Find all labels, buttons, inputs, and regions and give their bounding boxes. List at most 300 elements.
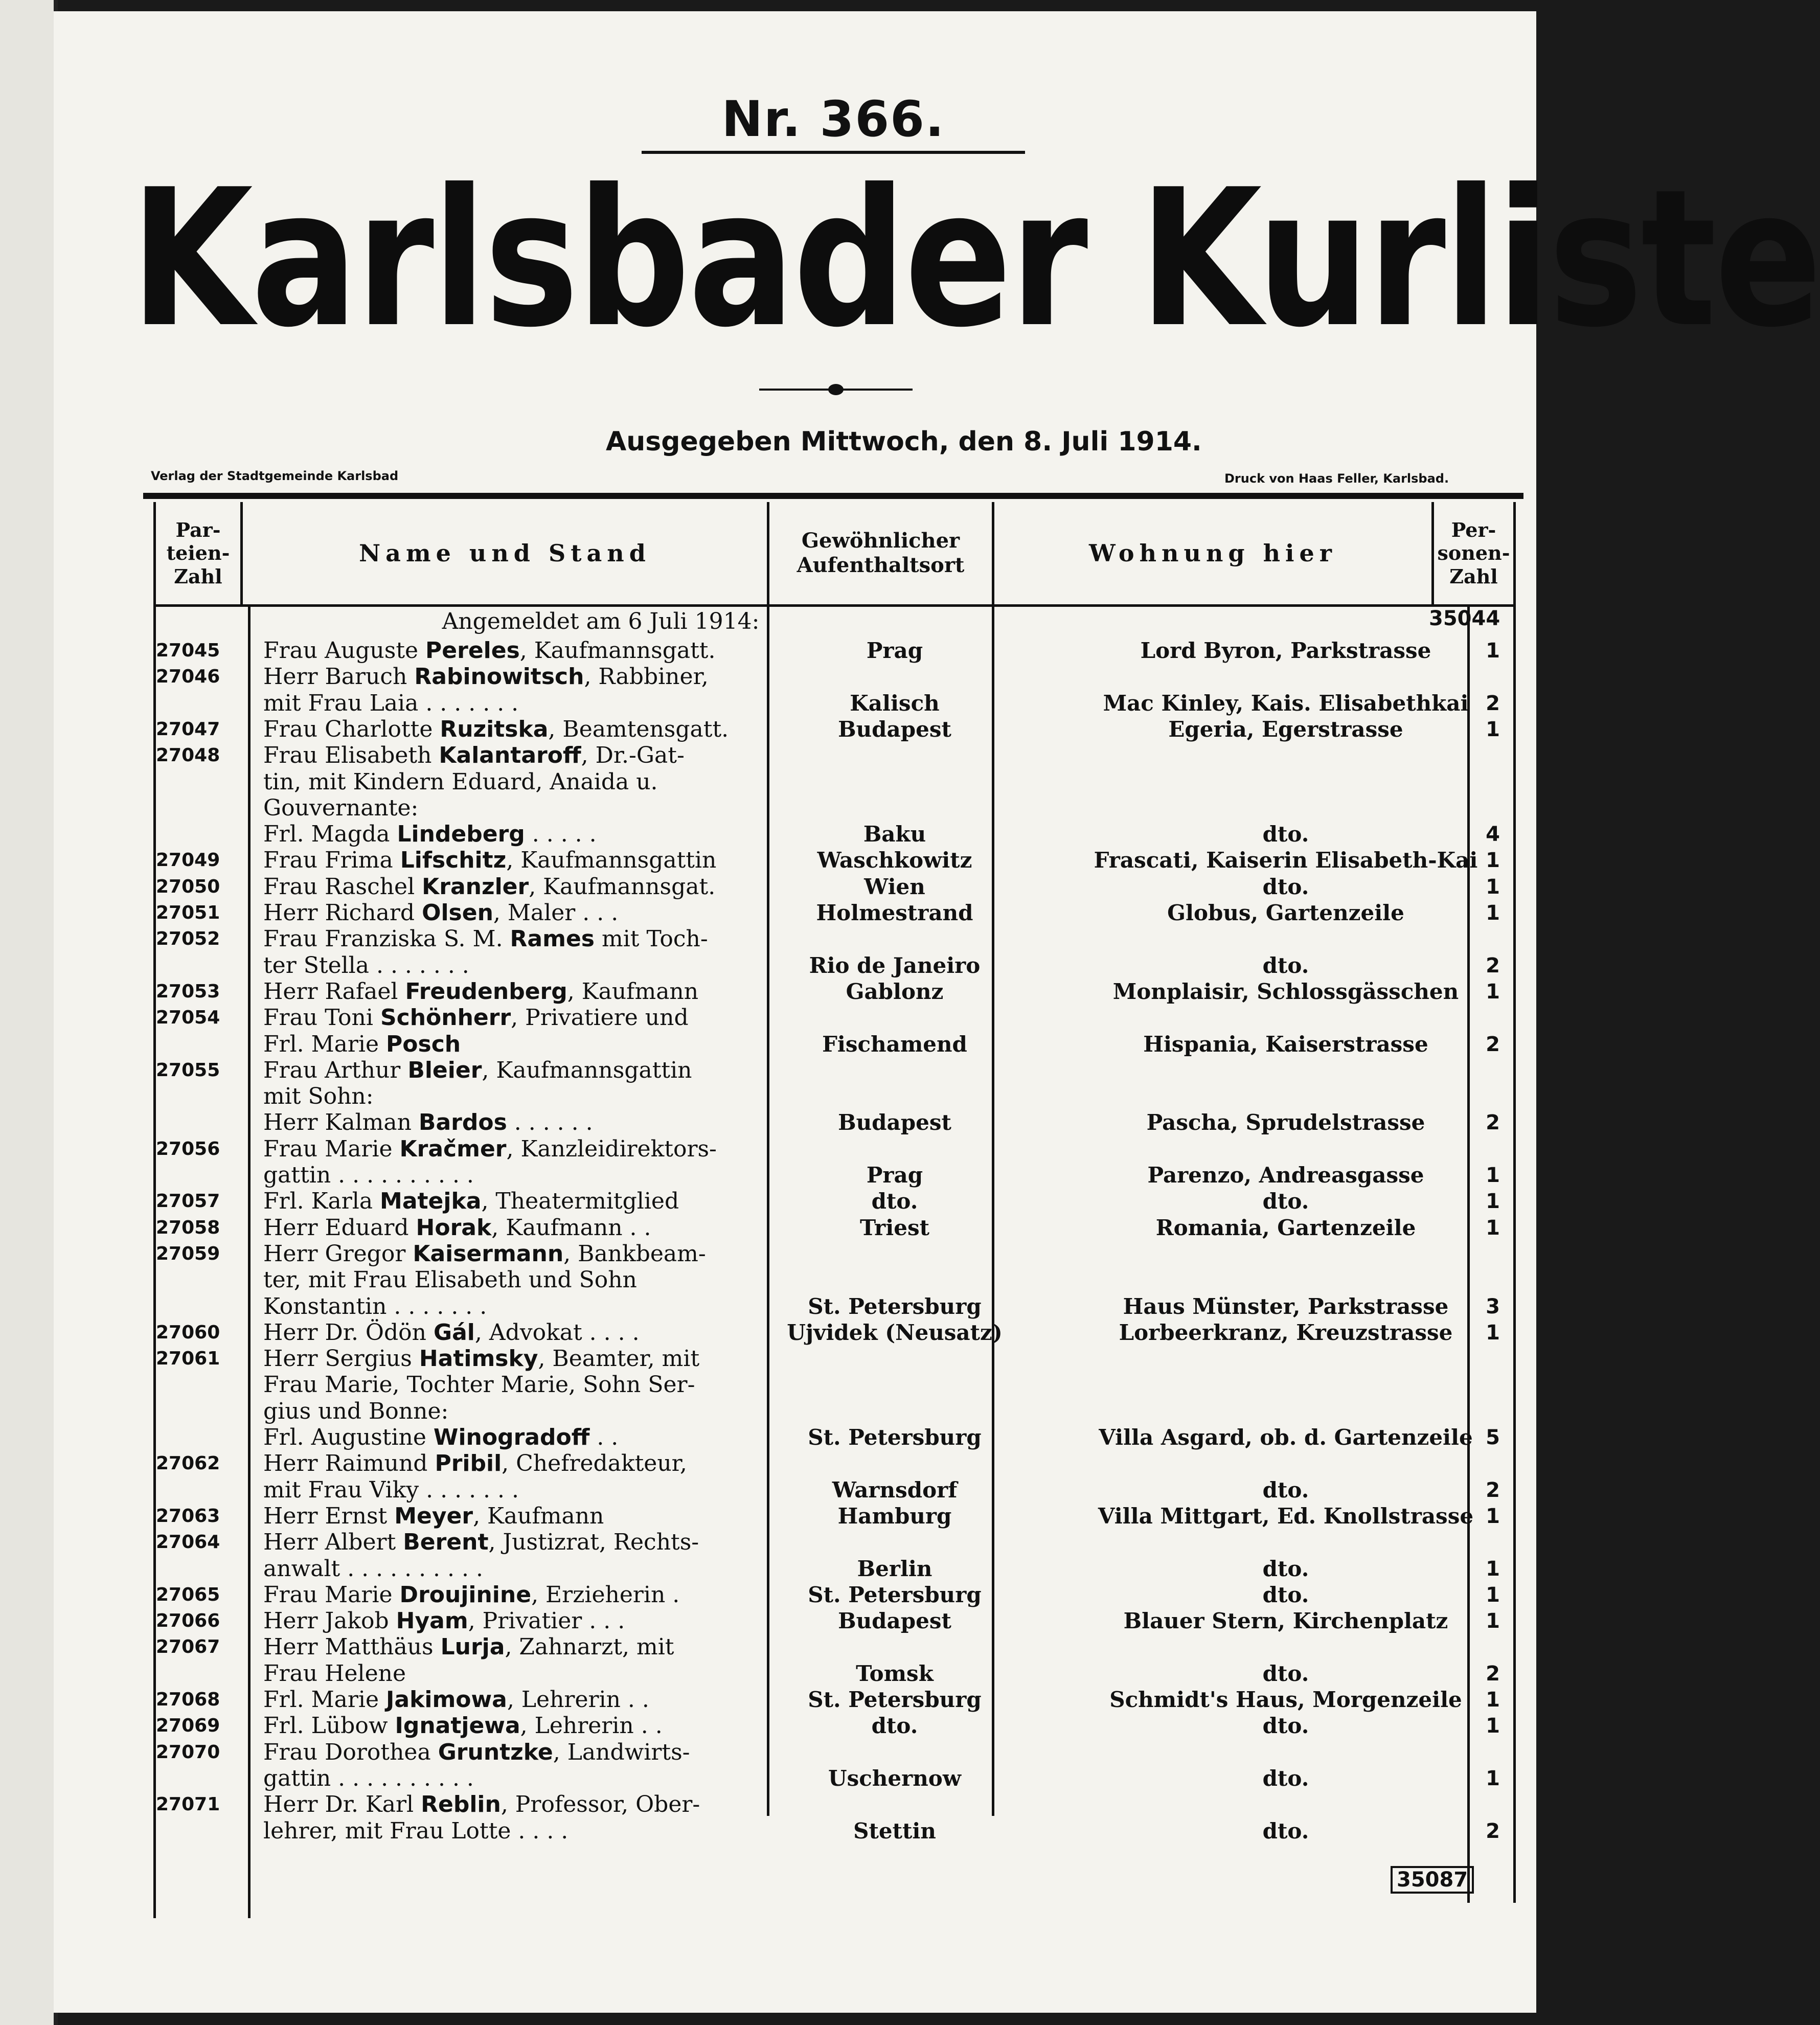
name-and-status (263, 1791, 849, 1818)
surname: Rames (510, 926, 595, 952)
usual-residence: Uschernow (828, 1765, 961, 1791)
name-and-status (263, 821, 849, 848)
table-row (153, 1241, 1516, 1267)
party-number: 27066 (156, 1610, 220, 1632)
name-and-status (263, 1608, 849, 1634)
party-number: 27054 (156, 1007, 220, 1029)
name-text: , Kaufmannsgat. (529, 873, 716, 900)
surname: Pereles (425, 638, 520, 664)
surname: Droujinine (399, 1581, 532, 1608)
name-text: , Privatiere und (511, 1005, 689, 1031)
party-number: 27063 (156, 1505, 220, 1527)
name-text: , Kaufmann (473, 1503, 604, 1529)
lodging: dto. (1262, 1189, 1309, 1214)
name-text: Herr Dr. Karl (263, 1791, 421, 1818)
name-and-status (263, 847, 849, 874)
name-text: , Dr.-Gat- (581, 742, 685, 769)
surname: Lifschitz (400, 847, 507, 874)
table-row (153, 1660, 1516, 1687)
name-text: Konstantin . . . . . . . (263, 1293, 487, 1319)
table-row (153, 1739, 1516, 1766)
party-number: 27070 (156, 1741, 220, 1763)
issue-date-line: Ausgegeben Mittwoch, den 8. Juli 1914. (606, 426, 1202, 457)
party-number: 27061 (156, 1348, 220, 1370)
header-usual-residence: Gewöhnlicher Aufenthaltsort (797, 529, 965, 577)
usual-residence: Rio de Janeiro (809, 952, 981, 978)
person-count: 2 (1486, 1032, 1500, 1056)
adjacent-page-edge (0, 0, 58, 2025)
name-and-status (263, 795, 849, 822)
name-and-status (263, 1529, 849, 1556)
name-and-status (263, 1267, 849, 1293)
carried-total: 35044 (1429, 607, 1500, 630)
name-and-status (263, 900, 849, 926)
surname: Meyer (394, 1503, 473, 1529)
usual-residence: St. Petersburg (808, 1425, 982, 1450)
name-text: , Landwirts- (553, 1739, 690, 1765)
surname: Kračmer (399, 1135, 507, 1162)
lodging: dto. (1262, 1477, 1309, 1503)
usual-residence: Budapest (838, 1110, 951, 1135)
surname: Ruzitska (440, 716, 549, 742)
name-and-status (263, 742, 849, 769)
name-text: mit Frau Laia . . . . . . . (263, 690, 519, 716)
name-and-status (263, 1031, 849, 1058)
table-row (153, 742, 1516, 769)
name-text: , Theatermitglied (481, 1188, 679, 1215)
name-text: . . . . . . (507, 1109, 593, 1136)
usual-residence: Budapest (838, 716, 951, 742)
table-row (153, 1791, 1516, 1818)
party-number: 27056 (156, 1138, 220, 1159)
name-text: Herr Gregor (263, 1240, 413, 1267)
name-text: ter Stella . . . . . . . (263, 952, 469, 979)
name-and-status (263, 979, 849, 1005)
lodging: Lorbeerkranz, Kreuzstrasse (1119, 1319, 1453, 1345)
person-count: 1 (1486, 1504, 1500, 1528)
name-and-status (263, 1687, 849, 1713)
usual-residence: dto. (871, 1713, 918, 1739)
usual-residence: Prag (866, 1163, 923, 1188)
person-count: 1 (1486, 875, 1500, 899)
usual-residence: St. Petersburg (808, 1293, 982, 1319)
name-text: , Professor, Ober- (500, 1791, 700, 1818)
usual-residence: Berlin (857, 1556, 932, 1581)
name-and-status (263, 952, 849, 979)
lodging: Schmidt's Haus, Morgenzeile (1109, 1687, 1462, 1712)
name-text: Frau Auguste (263, 638, 426, 664)
table-row (153, 1765, 1516, 1792)
usual-residence: Fischamend (822, 1031, 967, 1057)
name-and-status (263, 1503, 849, 1530)
name-and-status (263, 874, 849, 900)
party-number: 27057 (156, 1191, 220, 1212)
name-text: Frau Marie, Tochter Marie, Sohn Ser- (263, 1372, 695, 1398)
name-text: gius und Bonne: (263, 1398, 449, 1424)
table-row (153, 979, 1516, 1005)
party-number: 27059 (156, 1243, 220, 1264)
surname: Olsen (422, 900, 493, 926)
table-row (153, 1162, 1516, 1189)
table-row (153, 1136, 1516, 1163)
lodging: dto. (1262, 1582, 1309, 1607)
surname: Lurja (440, 1634, 505, 1660)
usual-residence: Budapest (838, 1608, 951, 1634)
table-row (153, 1398, 1516, 1425)
name-text: , Beamter, mit (538, 1346, 700, 1372)
person-count: 1 (1486, 1190, 1500, 1214)
usual-residence: Holmestrand (816, 900, 973, 925)
person-count: 1 (1486, 849, 1500, 873)
name-text: , Lehrerin . . (520, 1713, 663, 1739)
table-row (153, 1556, 1516, 1582)
table-row (153, 638, 1516, 664)
table-row (153, 1057, 1516, 1084)
name-and-status (263, 690, 849, 717)
party-number: 27049 (156, 850, 220, 871)
name-and-status (263, 1188, 849, 1215)
name-text: , Privatier . . . (468, 1608, 625, 1634)
name-text: Frau Frima (263, 847, 400, 874)
usual-residence: Stettin (853, 1818, 936, 1844)
name-text: . . (589, 1424, 619, 1450)
table-row (153, 1372, 1516, 1398)
name-text: Frau Marie (263, 1135, 400, 1162)
name-and-status (263, 1556, 849, 1582)
name-and-status (263, 1083, 849, 1110)
name-text: , Zahnarzt, mit (505, 1634, 674, 1660)
table-row (153, 821, 1516, 848)
usual-residence: St. Petersburg (808, 1582, 982, 1607)
name-and-status (263, 1005, 849, 1031)
name-text: Herr Kalman (263, 1109, 419, 1136)
name-text: Frau Dorothea (263, 1739, 438, 1765)
name-and-status (263, 769, 849, 795)
surname: Kalantaroff (439, 742, 581, 769)
ornament-divider (759, 389, 913, 391)
name-and-status (263, 1215, 849, 1241)
table-row (153, 1083, 1516, 1110)
name-text: Frau Raschel (263, 873, 422, 900)
table-row (153, 952, 1516, 979)
name-text: Herr Baruch (263, 664, 415, 690)
name-text: tin, mit Kindern Eduard, Anaida u. (263, 768, 658, 795)
name-text: Frau Elisabeth (263, 742, 439, 769)
lodging: Monplaisir, Schlossgässchen (1112, 979, 1459, 1004)
surname: Kranzler (422, 873, 529, 900)
name-text: , Bankbeam- (563, 1240, 706, 1267)
name-text: Frau Helene (263, 1660, 406, 1687)
person-count: 1 (1486, 980, 1500, 1004)
issue-number: Nr. 366. (642, 90, 1025, 154)
name-and-status (263, 1346, 849, 1372)
usual-residence: Prag (866, 638, 923, 663)
name-and-status (263, 664, 849, 690)
table-row (153, 664, 1516, 690)
table-row (153, 1267, 1516, 1293)
table-row (153, 1582, 1516, 1608)
name-text: Herr Jakob (263, 1608, 396, 1634)
surname: Gruntzke (438, 1739, 553, 1765)
person-count: 1 (1486, 1216, 1500, 1240)
table-row (153, 1319, 1516, 1346)
name-text: , Lehrerin . . (507, 1687, 649, 1713)
name-text: mit Sohn: (263, 1083, 374, 1110)
name-text: gattin . . . . . . . . . . (263, 1162, 474, 1188)
table-row (153, 1634, 1516, 1660)
surname: Matejka (380, 1188, 482, 1215)
person-count: 2 (1486, 691, 1500, 715)
name-text: , Kaufmannsgatt. (519, 638, 716, 664)
surname: Posch (386, 1031, 461, 1057)
usual-residence: Hamburg (837, 1503, 952, 1529)
party-number: 27051 (156, 902, 220, 923)
lodging: dto. (1262, 822, 1309, 847)
person-count: 1 (1486, 1714, 1500, 1738)
party-number: 27062 (156, 1453, 220, 1474)
usual-residence: Kalisch (850, 690, 940, 716)
usual-residence: Tomsk (856, 1660, 934, 1686)
table-row (153, 1529, 1516, 1556)
final-total: 35087 (1391, 1866, 1474, 1894)
name-and-status (263, 1424, 849, 1451)
table-row (153, 1424, 1516, 1451)
party-number: 27052 (156, 928, 220, 950)
person-count: 1 (1486, 1321, 1500, 1345)
person-count: 4 (1486, 823, 1500, 847)
person-count: 1 (1486, 639, 1500, 663)
name-text: Herr Matthäus (263, 1634, 441, 1660)
table-row (153, 847, 1516, 874)
usual-residence: dto. (871, 1189, 918, 1214)
name-text: , Kaufmannsgattin (506, 847, 717, 874)
table-row (153, 716, 1516, 743)
name-and-status (263, 1057, 849, 1084)
name-text: Herr Rafael (263, 978, 405, 1005)
surname: Ignatjewa (395, 1713, 520, 1739)
lodging: dto. (1262, 1660, 1309, 1686)
name-and-status (263, 1765, 849, 1792)
name-text: Frl. Augustine (263, 1424, 434, 1450)
surname: Hyam (396, 1608, 468, 1634)
name-and-status (263, 1293, 849, 1320)
name-text: Frl. Lübow (263, 1713, 395, 1739)
name-text: Frl. Marie (263, 1031, 386, 1057)
table-row (153, 1477, 1516, 1504)
name-and-status (263, 1713, 849, 1739)
table-row (153, 874, 1516, 900)
lodging: Lord Byron, Parkstrasse (1140, 638, 1431, 663)
lodging: dto. (1262, 874, 1309, 899)
table-row (153, 1109, 1516, 1136)
surname: Lindeberg (397, 821, 525, 848)
name-and-status (263, 1450, 849, 1477)
name-text: ter, mit Frau Elisabeth und Sohn (263, 1267, 637, 1293)
table-row (153, 1503, 1516, 1530)
name-and-status (263, 1372, 849, 1398)
name-text: Herr Richard (263, 900, 422, 926)
newspaper-page (54, 11, 1820, 2013)
header-rule (143, 493, 1523, 499)
lodging: dto. (1262, 1765, 1309, 1791)
lodging: Mac Kinley, Kais. Elisabethkai (1103, 690, 1469, 716)
surname: Bleier (407, 1057, 482, 1083)
person-count: 1 (1486, 1688, 1500, 1712)
surname: Jakimowa (386, 1687, 507, 1713)
name-and-status (263, 1241, 849, 1267)
table-row (153, 1687, 1516, 1713)
surname: Berent (403, 1529, 489, 1556)
name-text: Herr Dr. Ödön (263, 1319, 434, 1346)
name-and-status (263, 926, 849, 952)
table-row (153, 1293, 1516, 1320)
person-count: 5 (1486, 1426, 1500, 1449)
name-and-status (263, 1319, 849, 1346)
lodging: dto. (1262, 1818, 1309, 1844)
usual-residence: Gablonz (846, 979, 944, 1004)
usual-residence: Ujvidek (Neusatz) (787, 1319, 1003, 1345)
surname: Horak (416, 1214, 492, 1241)
guest-list-table (153, 502, 1516, 1918)
party-number: 27048 (156, 745, 220, 766)
table-row (153, 926, 1516, 952)
name-text: Herr Raimund (263, 1450, 435, 1477)
name-text: anwalt . . . . . . . . . . (263, 1555, 483, 1582)
name-text: , Rabbiner, (584, 664, 709, 690)
person-count: 1 (1486, 1583, 1500, 1607)
table-row (153, 795, 1516, 822)
table-row (153, 1188, 1516, 1215)
name-and-status (263, 638, 849, 664)
party-number: 27053 (156, 981, 220, 1002)
usual-residence: Triest (859, 1215, 930, 1240)
lodging: Villa Mittgart, Ed. Knollstrasse (1098, 1503, 1474, 1529)
party-number: 27060 (156, 1322, 220, 1343)
name-text: Herr Eduard (263, 1214, 416, 1241)
person-count: 1 (1486, 1164, 1500, 1187)
person-count: 2 (1486, 1478, 1500, 1502)
table-row (153, 1346, 1516, 1372)
party-number: 27050 (156, 876, 220, 897)
surname: Schönherr (380, 1005, 511, 1031)
party-number: 27069 (156, 1715, 220, 1737)
lodging: Globus, Gartenzeile (1167, 900, 1404, 925)
lodging: dto. (1262, 1556, 1309, 1581)
name-and-status (263, 716, 849, 743)
name-text: Herr Sergius (263, 1346, 419, 1372)
name-and-status (263, 1739, 849, 1766)
usual-residence: Waschkowitz (817, 848, 972, 873)
lodging: Egeria, Egerstrasse (1168, 716, 1403, 742)
party-number: 27064 (156, 1532, 220, 1553)
name-text: Frau Charlotte (263, 716, 440, 742)
lodging: Romania, Gartenzeile (1155, 1215, 1416, 1240)
name-and-status (263, 1818, 849, 1845)
table-row (153, 1713, 1516, 1739)
name-text: mit Toch- (595, 926, 708, 952)
lodging: Haus Münster, Parkstrasse (1123, 1293, 1449, 1319)
usual-residence: St. Petersburg (808, 1687, 982, 1712)
name-text: mit Frau Viky . . . . . . . (263, 1476, 519, 1503)
table-row (153, 900, 1516, 926)
name-text: Herr Ernst (263, 1503, 395, 1529)
name-text: Herr Albert (263, 1529, 403, 1556)
name-text: Frau Toni (263, 1005, 380, 1031)
name-text: . . . . . (525, 821, 597, 848)
table-row (153, 1450, 1516, 1477)
person-count: 2 (1486, 1662, 1500, 1686)
name-text: Frau Marie (263, 1581, 400, 1608)
person-count: 1 (1486, 717, 1500, 741)
name-text: , Beamtensgatt. (548, 716, 729, 742)
publisher-line: Verlag der Stadtgemeinde Karlsbad (151, 469, 399, 483)
lodging: Pascha, Sprudelstrasse (1146, 1110, 1425, 1135)
name-text: , Advokat . . . . (474, 1319, 640, 1346)
surname: Kaisermann (413, 1240, 564, 1267)
name-text: Gouvernante: (263, 794, 419, 821)
party-number: 27058 (156, 1217, 220, 1238)
person-count: 2 (1486, 1819, 1500, 1843)
surname: Pribil (435, 1450, 502, 1477)
surname: Freudenberg (405, 978, 567, 1005)
surname: Rabinowitsch (414, 664, 584, 690)
party-number: 27046 (156, 666, 220, 688)
party-number: 27068 (156, 1689, 220, 1710)
table-row (153, 1005, 1516, 1031)
name-and-status (263, 1477, 849, 1504)
header-name-and-status: Name und Stand (359, 539, 651, 567)
name-and-status (263, 1162, 849, 1189)
party-number: 27055 (156, 1059, 220, 1081)
usual-residence: Warnsdorf (832, 1477, 958, 1503)
party-number: 27047 (156, 718, 220, 740)
person-count: 2 (1486, 1111, 1500, 1135)
name-text: Frl. Marie (263, 1687, 386, 1713)
name-text: , Erzieherin . (531, 1581, 680, 1608)
printer-line: Druck von Haas Feller, Karlsbad. (1224, 471, 1449, 486)
person-count: 3 (1486, 1294, 1500, 1318)
person-count: 1 (1486, 1766, 1500, 1790)
lodging: dto. (1262, 952, 1309, 978)
lodging: Villa Asgard, ob. d. Gartenzeile (1099, 1425, 1473, 1450)
header-lodging-here: Wohnung hier (1089, 539, 1337, 567)
usual-residence: Wien (864, 874, 925, 899)
header-party-number: Par- teien- Zahl (166, 518, 230, 588)
surname: Gál (433, 1319, 475, 1346)
name-text: , Kaufmann (567, 978, 699, 1005)
name-text: Frl. Magda (263, 821, 397, 848)
name-text: lehrer, mit Frau Lotte . . . . (263, 1817, 568, 1844)
lodging: Hispania, Kaiserstrasse (1143, 1031, 1428, 1057)
person-count: 2 (1486, 953, 1500, 977)
surname: Reblin (421, 1791, 501, 1818)
lodging: Frascati, Kaiserin Elisabeth-Kai (1094, 848, 1478, 873)
name-text: , Kaufmann . . (491, 1214, 651, 1241)
party-number: 27067 (156, 1636, 220, 1658)
name-text: , Justizrat, Rechts- (488, 1529, 699, 1556)
person-count: 1 (1486, 901, 1500, 925)
usual-residence: Baku (863, 822, 926, 847)
person-count: 1 (1486, 1557, 1500, 1581)
table-row (153, 690, 1516, 717)
name-text: Frl. Karla (263, 1188, 380, 1215)
person-count: 1 (1486, 1609, 1500, 1633)
name-text: , Chefredakteur, (502, 1450, 687, 1477)
surname: Hatimsky (419, 1346, 538, 1372)
name-and-status (263, 1660, 849, 1687)
table-row (153, 1215, 1516, 1241)
table-row (153, 1031, 1516, 1058)
